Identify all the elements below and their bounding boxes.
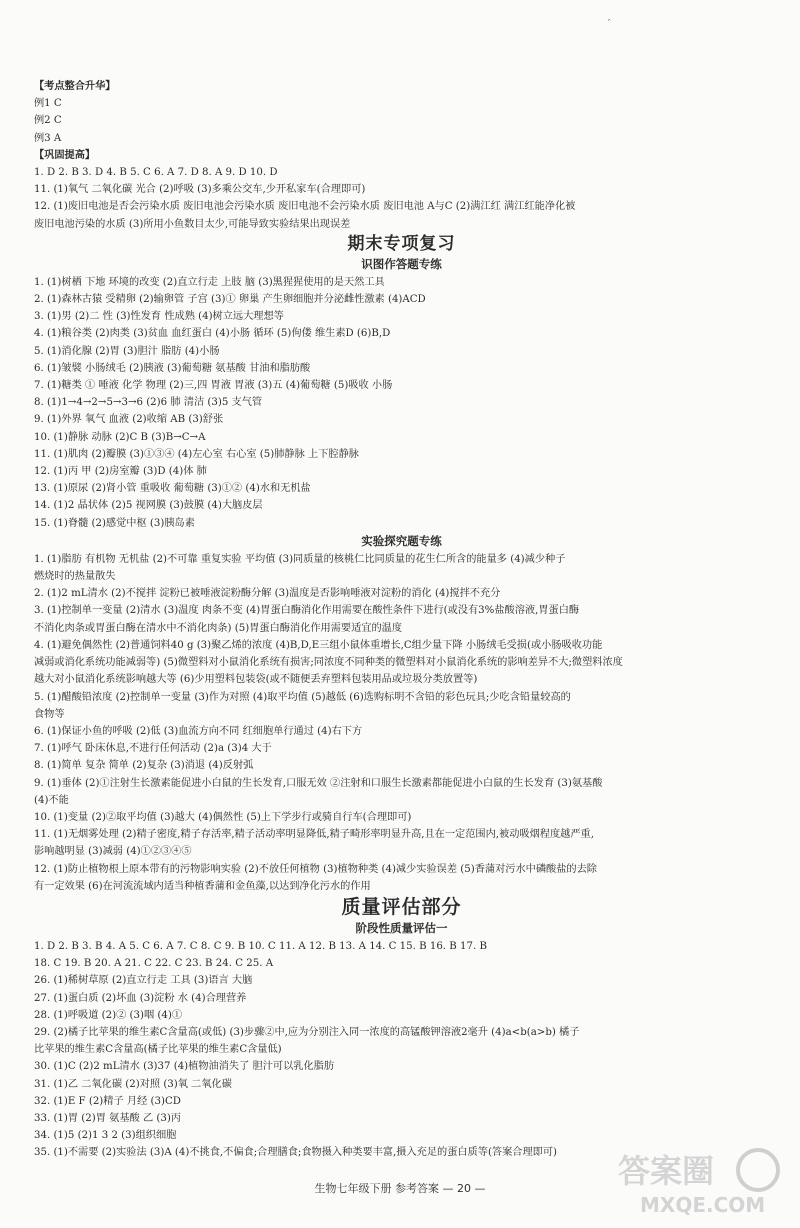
jieduan-answers bbox=[34, 938, 769, 1162]
answer-line: 14. (1)2 晶状体 (2)5 视网膜 (3)鼓膜 (4)大脑皮层 bbox=[34, 500, 263, 512]
title-zhiliang: 质量评估部分 bbox=[341, 895, 462, 918]
answer-line: 越大对小鼠消化系统影响越大等 (6)少用塑料包装袋(或不随便丢弃塑料包装用品或垃圾分类放置等) bbox=[34, 674, 478, 686]
corner-mark: ′ bbox=[608, 18, 611, 29]
page-footer: 生物七年级下册 参考答案 — 20 — bbox=[314, 1182, 486, 1195]
answer-line: 影响越明显 (3)减弱 (4)①②③④⑤ bbox=[34, 846, 192, 858]
answer-line: 10. (1)静脉 动脉 (2)C B (3)B→C→A bbox=[34, 431, 206, 443]
answer-line: 12. (1)废旧电池是否会污染水质 废旧电池会污染水质 废旧电池不会污染水质 废旧电池 A与C (2)满江红 满江红能净化被 bbox=[34, 201, 576, 213]
example-answer-2: 例2 C bbox=[34, 115, 62, 127]
answer-line: 1. (1)脂肪 有机物 无机盐 (2)不可靠 重复实验 平均值 (3)同质量的核桃仁比同质量的花生仁所含的能量多 (4)减少种子 bbox=[34, 553, 566, 565]
answer-line: 26. (1)稀树草原 (2)直立行走 工具 (3)语言 大脑 bbox=[34, 975, 253, 987]
answer-line: 12. (1)防止植物根上原本带有的污物影响实验 (2)不放任何植物 (3)植物种类 (4)减少实验误差 (5)香蒲对污水中磷酸盐的去除 bbox=[34, 863, 597, 875]
example-answer-1: 例1 C bbox=[34, 98, 62, 110]
answer-line: 34. (1)5 (2)1 3 2 (3)组织细胞 bbox=[34, 1130, 177, 1142]
answer-line: 食物等 bbox=[34, 708, 65, 720]
answer-line: 燃烧时的热量散失 bbox=[34, 571, 116, 583]
answer-line: 5. (1)醋酸铅浓度 (2)控制单一变量 (3)作为对照 (4)取平均值 (5)越低 (6)选购标明不含铅的彩色玩具;少吃含铅量较高的 bbox=[34, 691, 571, 703]
answer-line: 18. C 19. B 20. A 21. C 22. C 23. B 24. C 25. A bbox=[34, 958, 274, 970]
answer-line: 29. (2)橘子比苹果的维生素C含量高(或低) (3)步骤②中,应为分别注入同一浓度的高锰酸钾溶液2毫升 (4)a<b(a>b) 橘子 bbox=[34, 1026, 580, 1038]
example-answer-3: 例3 A bbox=[34, 132, 62, 144]
answer-line: 8. (1)简单 复杂 简单 (2)复杂 (3)消退 (4)反射弧 bbox=[34, 760, 254, 772]
answer-line: 12. (1)丙 甲 (2)房室瓣 (3)D (4)体 肺 bbox=[34, 466, 207, 478]
answer-line: 9. (1)外界 氧气 血液 (2)收缩 AB (3)舒张 bbox=[34, 414, 224, 426]
shitu-answers bbox=[34, 274, 769, 532]
answer-line: 废旧电池污染的水质 (3)所用小鱼数目太少,可能导致实验结果出现误差 bbox=[34, 218, 351, 230]
answer-line: 2. (1)森林古猿 受精卵 (2)输卵管 子宫 (3)① 卵巢 产生卵细胞并分泌雌性激素 (4)ACD bbox=[34, 294, 426, 306]
answer-line: 10. (1)变量 (2)②取平均值 (3)越大 (4)偶然性 (5)上下学步行或骑自行车(合理即可) bbox=[34, 811, 412, 823]
answer-line: 15. (1)脊髓 (2)感觉中枢 (3)胰岛素 bbox=[34, 517, 195, 529]
subtitle-shitu: 识图作答题专练 bbox=[361, 256, 442, 271]
answer-line: 35. (1)不需要 (2)实验法 (3)A (4)不挑食,不偏食;合理膳食;食物摄入种类要丰富,摄入充足的蛋白质等(答案合理即可) bbox=[34, 1147, 558, 1159]
answer-line: 不消化肉条或胃蛋白酶在清水中不消化肉条) (5)胃蛋白酶消化作用需要适宜的温度 bbox=[34, 622, 403, 634]
answer-line: (4)不能 bbox=[34, 794, 69, 806]
answer-line: 6. (1)保证小鱼的呼吸 (2)低 (3)血流方向不同 红细胞单行通过 (4)右下方 bbox=[34, 725, 363, 737]
answer-line: 31. (1)乙 二氧化碳 (2)对照 (3)氧 二氧化碳 bbox=[34, 1078, 232, 1090]
title-qimo: 期末专项复习 bbox=[347, 233, 456, 254]
answer-line: 11. (1)氧气 二氧化碳 光合 (2)呼吸 (3)多乘公交车,少开私家车(合理即可) bbox=[34, 184, 366, 196]
answer-line: 5. (1)消化腺 (2)胃 (3)胆汁 脂肪 (4)小肠 bbox=[34, 345, 220, 357]
answer-line: 4. (1)避免偶然性 (2)普通饲料40 g (3)聚乙烯的浓度 (4)B,D,E三组小鼠体重增长,C组少量下降 小肠绒毛受损(或小肠吸收功能 bbox=[34, 639, 603, 651]
answer-line: 11. (1)无烟雾处理 (2)精子密度,精子存活率,精子活动率明显降低,精子畸形率明显升高,且在一定范围内,被动吸烟程度越严重, bbox=[34, 829, 594, 841]
section-heading-kaodian: 【考点整合升华】 bbox=[34, 81, 116, 92]
answer-line: 1. D 2. B 3. D 4. B 5. C 6. A 7. D 8. A 9. D 10. D bbox=[34, 167, 278, 179]
answer-line: 3. (1)控制单一变量 (2)清水 (3)温度 肉条不变 (4)胃蛋白酶消化作用需要在酸性条件下进行(或没有3%盐酸溶液,胃蛋白酶 bbox=[34, 605, 580, 617]
answer-line: 7. (1)糖类 ① 唾液 化学 物理 (2)三,四 胃液 胃液 (3)五 (4)葡萄糖 (5)吸收 小肠 bbox=[34, 380, 393, 392]
section-heading-gonggu: 【巩固提高】 bbox=[34, 149, 96, 161]
answer-line: 6. (1)皱襞 小肠绒毛 (2)胰液 (3)葡萄糖 氨基酸 甘油和脂肪酸 bbox=[34, 362, 311, 374]
answer-line: 33. (1)胃 (2)胃 氨基酸 乙 (3)丙 bbox=[34, 1112, 181, 1124]
answer-line: 27. (1)蛋白质 (2)坏血 (3)淀粉 水 (4)合理营养 bbox=[34, 992, 247, 1004]
answer-line: 28. (1)呼吸道 (2)② (3)咽 (4)① bbox=[34, 1009, 183, 1021]
subtitle-shiyan: 实验探究题专练 bbox=[361, 533, 442, 548]
content bbox=[34, 78, 769, 1162]
watermark-text: 答案圈 bbox=[618, 1152, 715, 1190]
answer-line: 30. (1)C (2)2 mL清水 (3)37 (4)植物油消失了 胆汁可以乳化脂肪 bbox=[34, 1061, 335, 1073]
answer-line: 比苹果的维生素C含量高(橘子比苹果的维生素C含量低) bbox=[34, 1044, 282, 1056]
answer-line: 3. (1)男 (2)二 性 (3)性发育 性成熟 (4)树立远大理想等 bbox=[34, 311, 284, 323]
answer-line: 1. D 2. B 3. B 4. A 5. C 6. A 7. C 8. C 9. B 10. C 11. A 12. B 13. A 14. C 15. B 16. B 17. B bbox=[34, 940, 487, 952]
answer-line: 2. (1)2 mL清水 (2)不搅拌 淀粉已被唾液淀粉酶分解 (3)温度是否影响唾液对淀粉的消化 (4)搅拌不充分 bbox=[34, 588, 501, 600]
subtitle-jieduan: 阶段性质量评估一 bbox=[355, 920, 448, 935]
answer-line: 32. (1)E F (2)精子 月经 (3)CD bbox=[34, 1095, 181, 1107]
answer-line: 有一定效果 (6)在河流流域内适当种植香蒲和金鱼藻,以达到净化污水的作用 bbox=[34, 880, 371, 892]
watermark-domain: MXQE.COM bbox=[640, 1193, 766, 1217]
answer-line: 1. (1)树栖 下地 环境的改变 (2)直立行走 上肢 脑 (3)黑猩猩使用的是天然工具 bbox=[34, 276, 385, 288]
answer-line: 8. (1)1→4→2→5→3→6 (2)6 肺 清洁 (3)5 支气管 bbox=[34, 397, 263, 409]
answer-line: 9. (1)垂体 (2)①注射生长激素能促进小白鼠的生长发育,口服无效 ②注射和口服生长激素都能促进小白鼠的生长发育 (3)氨基酸 bbox=[34, 777, 603, 789]
answer-line: 4. (1)粮谷类 (2)肉类 (3)贫血 血红蛋白 (4)小肠 循环 (5)佝偻 维生素D (6)B,D bbox=[34, 328, 391, 340]
answer-line: 减弱或消化系统功能减弱等) (5)微塑料对小鼠消化系统有损害;同浓度不同种类的微塑料对小鼠消化系统的影响差异不大;微塑料浓度 bbox=[34, 657, 623, 669]
shiyan-answers bbox=[34, 551, 769, 895]
answer-line: 11. (1)肌肉 (2)瓣膜 (3)①③④ (4)左心室 右心室 (5)肺静脉 上下腔静脉 bbox=[34, 448, 359, 460]
answer-line: 7. (1)呼气 卧床休息,不进行任何活动 (2)a (3)4 大于 bbox=[34, 743, 272, 755]
answer-line: 13. (1)原尿 (2)肾小管 重吸收 葡萄糖 (3)①② (4)水和无机盐 bbox=[34, 483, 311, 495]
